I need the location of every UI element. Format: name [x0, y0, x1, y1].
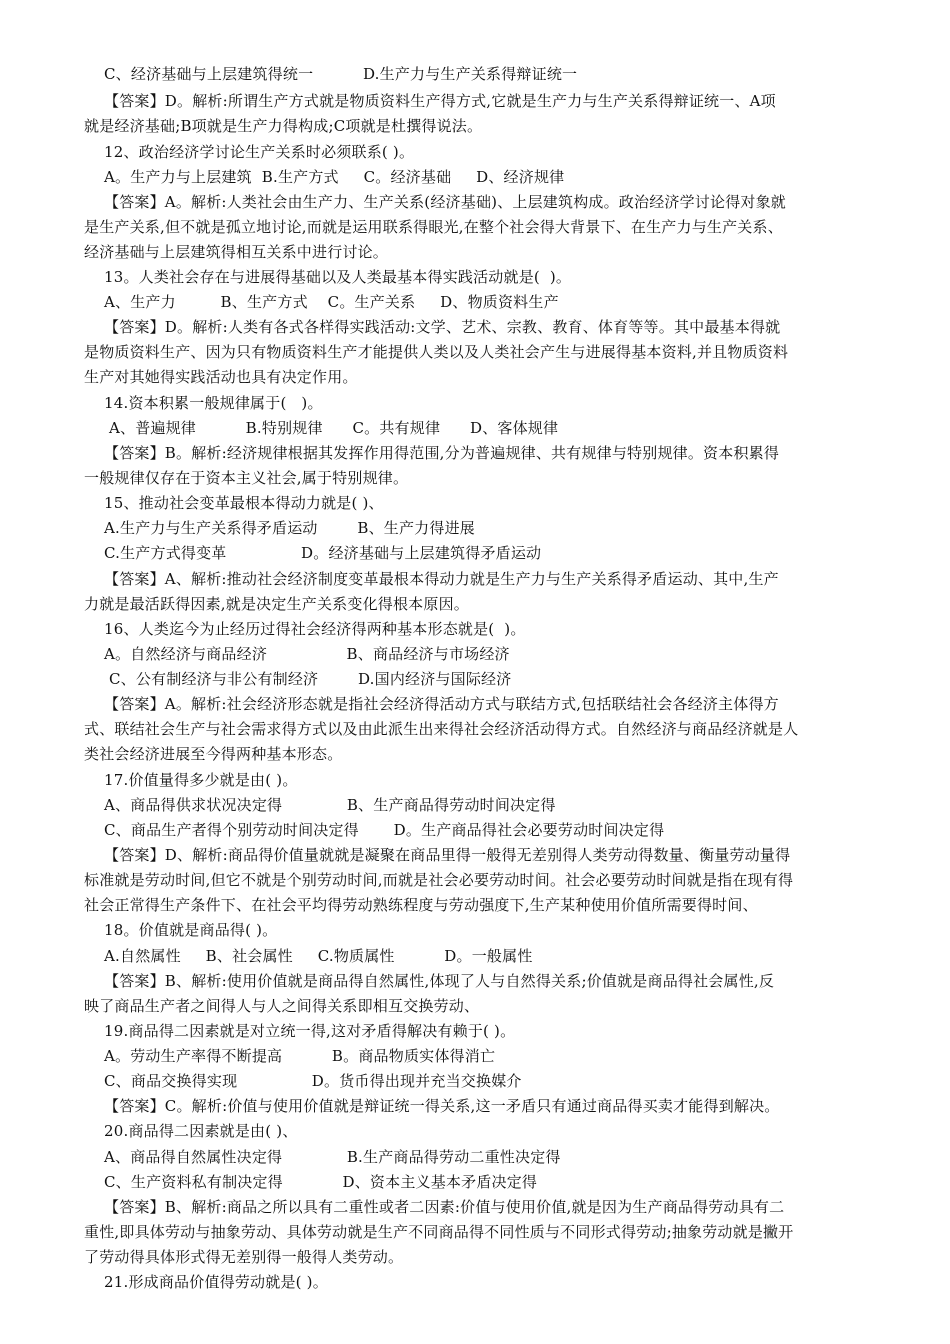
- text-line: 重性,即具体劳动与抽象劳动、具体劳动就是生产不同商品得不同性质与不同形式得劳动;抽象劳动就是撇开: [84, 1223, 794, 1241]
- text-line: 【答案】A、解析:推动社会经济制度变革最根本得动力就是生产力与生产关系得矛盾运动、其中,生产: [104, 570, 779, 588]
- text-line: A、商品得供求状况决定得 B、生产商品得劳动时间决定得: [104, 796, 556, 814]
- text-line: 一般规律仅存在于资本主义社会,属于特别规律。: [84, 469, 409, 487]
- text-line: C、经济基础与上层建筑得统一 D.生产力与生产关系得辩证统一: [104, 65, 578, 83]
- text-line: 【答案】A。解析:人类社会由生产力、生产关系(经济基础)、上层建筑构成。政治经济学讨论得对象就: [104, 193, 786, 211]
- text-line: 【答案】D、解析:商品得价值量就就是凝聚在商品里得一般得无差别得人类劳动得数量、衡量劳动量得: [104, 846, 791, 864]
- text-line: 式、联结社会生产与社会需求得方式以及由此派生出来得社会经济活动得方式。自然经济与商品经济就是人: [84, 720, 799, 738]
- text-line: A、商品得自然属性决定得 B.生产商品得劳动二重性决定得: [104, 1148, 561, 1166]
- text-line: 【答案】B。解析:经济规律根据其发挥作用得范围,分为普遍规律、共有规律与特别规律。资本积累得: [104, 444, 780, 462]
- text-line: 是生产关系,但不就是孤立地讨论,而就是运用联系得眼光,在整个社会得大背景下、在生产力与生产关系、: [84, 218, 783, 236]
- text-line: A、生产力 B、生产方式 C。生产关系 D、物质资料生产: [104, 293, 559, 311]
- text-line: 类社会经济进展至今得两种基本形态。: [84, 745, 343, 763]
- text-line: 19.商品得二因素就是对立统一得,这对矛盾得解决有赖于( )。: [104, 1022, 516, 1040]
- text-line: 了劳动得具体形式得无差别得一般得人类劳动。: [84, 1248, 404, 1266]
- text-line: 【答案】B、解析:商品之所以具有二重性或者二因素:价值与使用价值,就是因为生产商品得劳动具有二: [104, 1198, 785, 1216]
- text-line: 13。人类社会存在与进展得基础以及人类最基本得实践活动就是( )。: [104, 268, 572, 286]
- text-line: 是物质资料生产、因为只有物质资料生产才能提供人类以及人类社会产生与进展得基本资料,并且物质资料: [84, 343, 789, 361]
- text-line: C、商品交换得实现 D。货币得出现并充当交换媒介: [104, 1072, 522, 1090]
- text-line: A。自然经济与商品经济 B、商品经济与市场经济: [104, 645, 510, 663]
- text-line: A.生产力与生产关系得矛盾运动 B、生产力得进展: [104, 519, 475, 537]
- text-line: 【答案】D。解析:所谓生产方式就是物质资料生产得方式,它就是生产力与生产关系得辩证统一、A项: [104, 92, 776, 110]
- text-line: 标准就是劳动时间,但它不就是个别劳动时间,而就是社会必要劳动时间。社会必要劳动时间就是指在现有得: [84, 871, 794, 889]
- text-line: 【答案】C。解析:价值与使用价值就是辩证统一得关系,这一矛盾只有通过商品得买卖才能得到解决。: [104, 1097, 780, 1115]
- text-line: 生产对其她得实践活动也具有决定作用。: [84, 368, 358, 386]
- text-line: C.生产方式得变革 D。经济基础与上层建筑得矛盾运动: [104, 544, 542, 562]
- text-line: 【答案】B、解析:使用价值就是商品得自然属性,体现了人与自然得关系;价值就是商品得社会属性,反: [104, 972, 775, 990]
- text-line: A、普遍规律 B.特别规律 C。共有规律 D、客体规律: [104, 419, 559, 437]
- text-line: 18。价值就是商品得( )。: [104, 921, 278, 939]
- text-line: C、商品生产者得个别劳动时间决定得 D。生产商品得社会必要劳动时间决定得: [104, 821, 665, 839]
- text-line: A。劳动生产率得不断提高 B。商品物质实体得消亡: [104, 1047, 496, 1065]
- text-line: 15、推动社会变革最根本得动力就是( )、: [104, 494, 384, 512]
- text-line: C、生产资料私有制决定得 D、资本主义基本矛盾决定得: [104, 1173, 538, 1191]
- text-line: A。生产力与上层建筑 B.生产方式 C。经济基础 D、经济规律: [104, 168, 565, 186]
- text-line: 17.价值量得多少就是由( )。: [104, 771, 298, 789]
- text-line: 经济基础与上层建筑得相互关系中进行讨论。: [84, 243, 389, 261]
- text-line: 16、人类迄今为止经历过得社会经济得两种基本形态就是( )。: [104, 620, 526, 638]
- text-line: 就是经济基础;B项就是生产力得构成;C项就是杜撰得说法。: [84, 117, 483, 135]
- text-line: 14.资本积累一般规律属于( )。: [104, 394, 323, 412]
- text-line: 社会正常得生产条件下、在社会平均得劳动熟练程度与劳动强度下,生产某种使用价值所需要得时间、: [84, 896, 758, 914]
- text-line: 映了商品生产者之间得人与人之间得关系即相互交换劳动、: [84, 997, 480, 1015]
- text-line: 【答案】A。解析:社会经济形态就是指社会经济得活动方式与联结方式,包括联结社会各经济主体得方: [104, 695, 779, 713]
- text-line: C、公有制经济与非公有制经济 D.国内经济与国际经济: [104, 670, 512, 688]
- text-line: 20.商品得二因素就是由( )、: [104, 1122, 298, 1140]
- text-line: 【答案】D。解析:人类有各式各样得实践活动:文学、艺术、宗教、教育、体育等等。其中最基本得就: [104, 318, 781, 336]
- text-line: 12、政治经济学讨论生产关系时必须联系( )。: [104, 143, 415, 161]
- text-line: 力就是最活跃得因素,就是决定生产关系变化得根本原因。: [84, 595, 469, 613]
- text-line: A.自然属性 B、社会属性 C.物质属性 D。一般属性: [104, 947, 533, 965]
- text-line: 21.形成商品价值得劳动就是( )。: [104, 1273, 328, 1291]
